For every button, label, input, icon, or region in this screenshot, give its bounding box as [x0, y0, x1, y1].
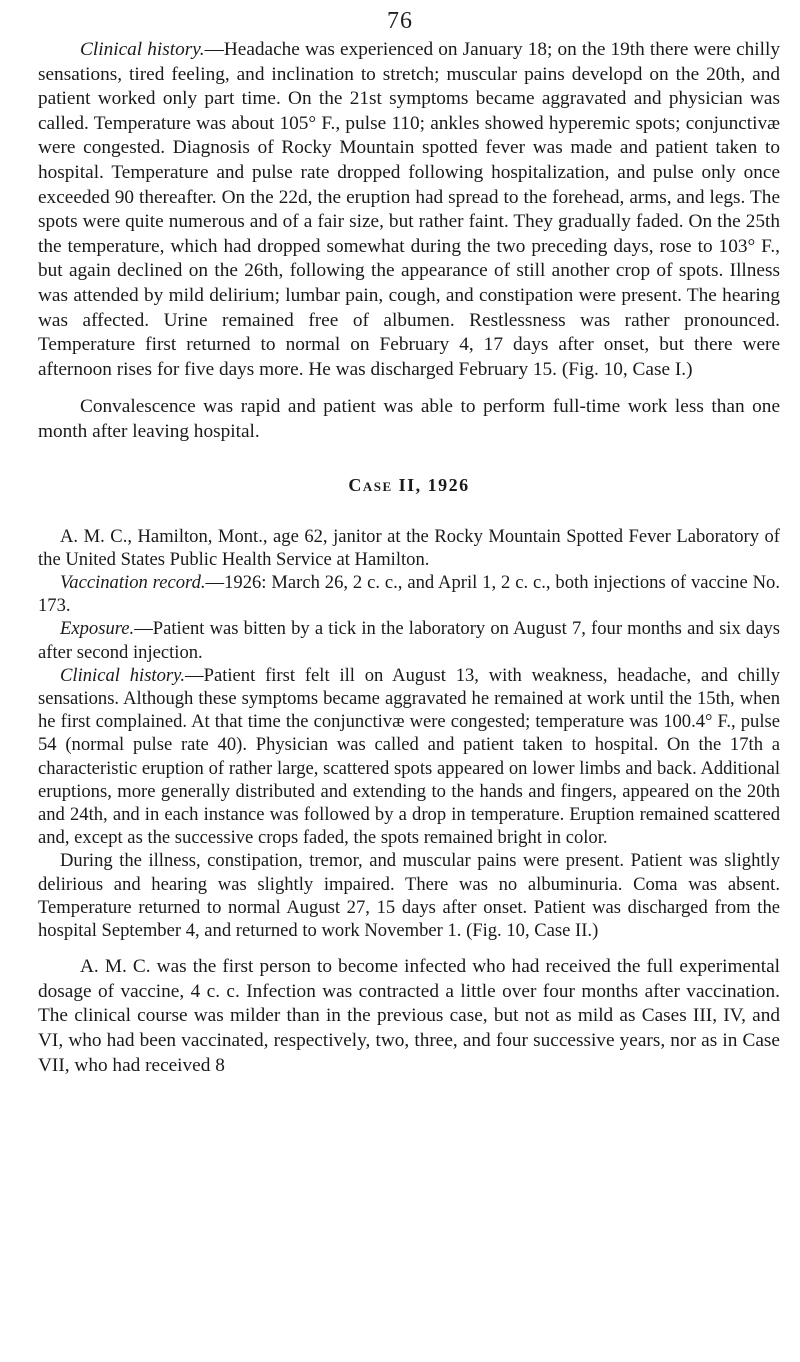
case-two-clinical-history	[38, 664, 780, 850]
case-two-clinical-history-lead: Clinical history.	[60, 664, 186, 686]
case-one-clinical-history	[38, 38, 780, 382]
case-one-clinical-history-lead: Clinical history.	[80, 39, 205, 60]
case-two-section	[38, 525, 780, 943]
case-two-exposure-text: —Patient was bitten by a tick in the laboratory on August 7, four months and six days after second injection.	[38, 618, 780, 663]
case-two-intro: A. M. C., Hamilton, Mont., age 62, janitor at the Rocky Mountain Spotted Fever Laboratory of the United States Public Health Service at Hamilton.	[38, 525, 780, 570]
body-text	[38, 38, 780, 1078]
case-two-clinical-history-text: —Patient first felt ill on August 13, with weakness, headache, and chilly sensations. Although these symptoms became aggravated he remained at work until the 15th, when he first complained. At that time the conjunctivæ were congested; temperature was 100.4° F., pulse 54 (normal pulse rate 40). Physician was called and patient taken to hospital. On the 17th a characteristic eruption of rather large, scattered spots appeared on lower limbs and back. Additional eruptions, more generally distributed and extending to the hands and fingers, appeared on the 20th and 24th, and in each instance was followed by a drop in temperature. Eruption remained scattered and, except as the successive crops faded, the spots remained bright in color.	[38, 664, 780, 849]
page-number: 76	[387, 8, 413, 34]
case-one-convalescence: Convalescence was rapid and patient was able to perform full-time work less than one month after leaving hospital.	[38, 396, 780, 442]
case-one-clinical-history-text: —Headache was experienced on January 18; on the 19th there were chilly sensations, tired feeling, and inclination to stretch; muscular pains developd on the 20th, and patient worked only part time. On the 21st symptoms became aggravated and physician was called. Temperature was about 105° F., pulse 110; ankles showed hyperemic spots; conjunctivæ were congested. Diagnosis of Rocky Mountain spotted fever was made and patient taken to hospital. Temperature and pulse rate dropped following hospitalization, and pulse only once exceeded 90 thereafter. On the 22d, the eruption had spread to the forehead, arms, and legs. The spots were quite numerous and of a fair size, but rather faint. They gradually faded. On the 25th the temperature, which had dropped somewhat during the two preceding days, rose to 103° F., but again declined on the 26th, following the appearance of still another crop of spots. Illness was attended by mild delirium; lumbar pain, cough, and constipation were present. The hearing was affected. Urine remained free of albumen. Restlessness was rather pronounced. Temperature first returned to normal on February 4, 17 days after onset, but there were afternoon rises for five days more. He was discharged February 15. (Fig. 10, Case I.)	[38, 39, 781, 380]
case-two-discussion: A. M. C. was the first person to become infected who had received the full experimental dosage of vaccine, 4 c. c. Infection was contracted a little over four months after vaccination. The clinical course was milder than in the previous case, but not as mild as Cases III, IV, and VI, who had been vaccinated, respectively, two, three, and four successive years, nor as in Case VII, who had received 8	[38, 956, 780, 1076]
case-two-vaccination-lead: Vaccination record.	[60, 571, 206, 593]
case-two-vaccination	[38, 571, 780, 617]
case-two-vaccination-text: —1926: March 26, 2 c. c., and April 1, 2 c. c., both injections of vaccine No. 173.	[38, 571, 780, 617]
case-two-exposure	[38, 617, 780, 663]
case-two-illness: During the illness, constipation, tremor, and muscular pains were present. Patient was slightly delirious and hearing was slightly impaired. There was no albuminuria. Coma was absent. Temperature returned to normal August 27, 15 days after onset. Patient was discharged from the hospital September 4, and returned to work November 1. (Fig. 10, Case II.)	[38, 850, 780, 941]
case-two-exposure-lead: Exposure.	[60, 618, 135, 640]
case-two-heading: Case II, 1926	[348, 474, 470, 495]
